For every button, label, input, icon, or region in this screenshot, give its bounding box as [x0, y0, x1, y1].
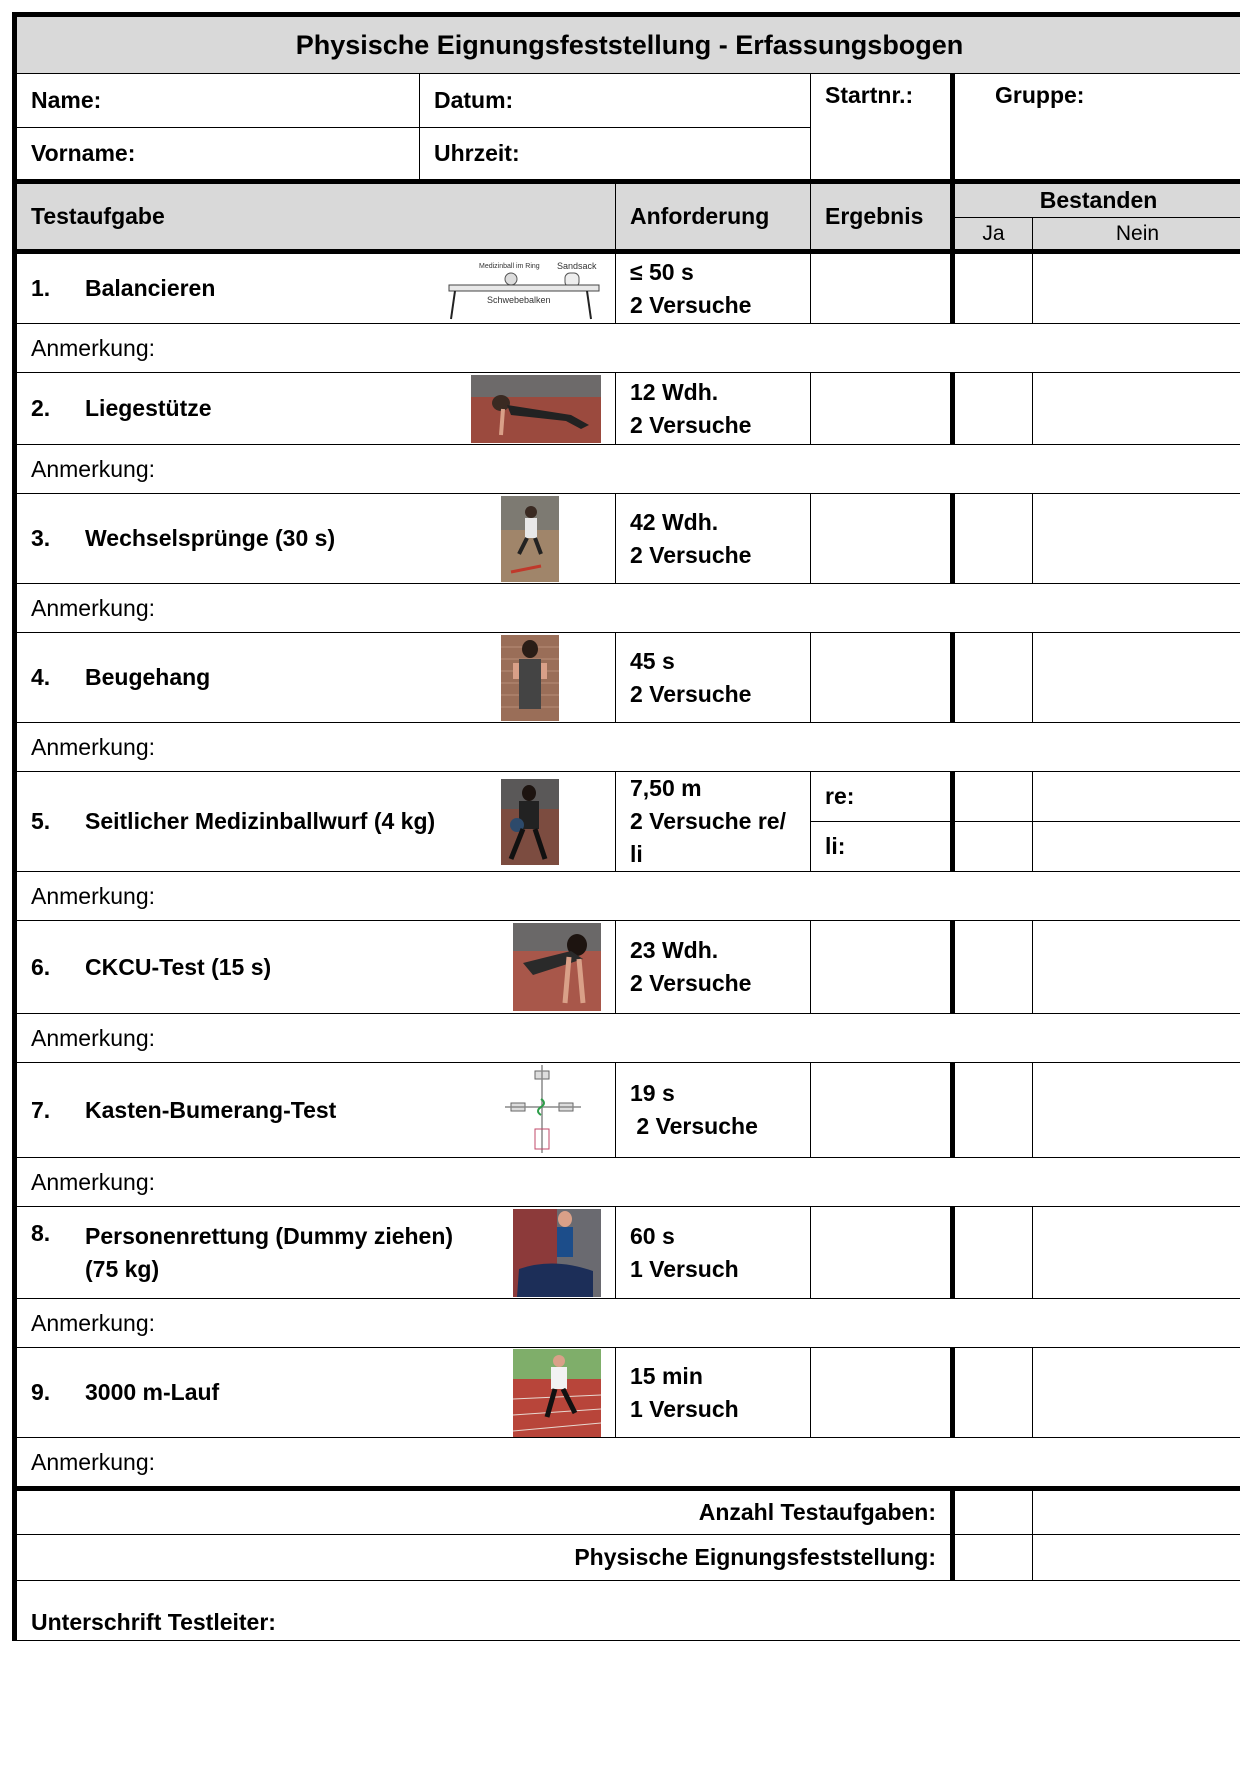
- task-number: 8.: [31, 1219, 51, 1246]
- requirement-cell: 15 min 1 Versuch: [616, 1348, 811, 1438]
- note-row[interactable]: Anmerkung:: [15, 1014, 1240, 1063]
- medicine-ball-photo: [501, 779, 559, 865]
- task-name: Liegestütze: [85, 395, 212, 421]
- dummy-rescue-photo: [513, 1209, 601, 1297]
- passed-no-cell[interactable]: [1033, 1063, 1240, 1158]
- result-cell[interactable]: [811, 1348, 953, 1438]
- task-row: [15, 373, 616, 445]
- result-cell[interactable]: [811, 494, 953, 584]
- result-cell[interactable]: [811, 1207, 953, 1299]
- result-cell[interactable]: [811, 633, 953, 723]
- passed-no-cell[interactable]: [1033, 633, 1240, 723]
- physical-assessment-label: Physische Eignungsfeststellung:: [15, 1535, 953, 1581]
- task-number: 5.: [31, 808, 51, 834]
- task-row: [15, 633, 616, 723]
- first-name-field[interactable]: Vorname:: [15, 128, 420, 182]
- note-row[interactable]: Anmerkung:: [15, 584, 1240, 633]
- task-name: Personenrettung (Dummy ziehen): [85, 1222, 454, 1249]
- requirement-cell: 7,50 m 2 Versuche re/ li: [616, 772, 811, 872]
- group-field[interactable]: Gruppe:: [953, 74, 1240, 182]
- figure-label-medizinball: Medizinball im Ring: [479, 262, 540, 270]
- result-right-cell[interactable]: re:: [811, 772, 953, 822]
- note-row[interactable]: Anmerkung:: [15, 723, 1240, 772]
- passed-no-cell[interactable]: [1033, 1207, 1240, 1299]
- task-name-line2: (75 kg): [85, 1255, 160, 1282]
- task-row: [15, 252, 616, 324]
- result-cell[interactable]: [811, 921, 953, 1014]
- task-number: 3.: [31, 525, 51, 551]
- passed-no-cell[interactable]: [1033, 494, 1240, 584]
- passed-yes-cell[interactable]: [953, 1207, 1033, 1299]
- total-yes-cell[interactable]: [953, 1489, 1033, 1535]
- requirement-cell: 45 s 2 Versuche: [616, 633, 811, 723]
- passed-no-cell[interactable]: [1033, 921, 1240, 1014]
- passed-no-cell[interactable]: [1033, 1348, 1240, 1438]
- requirement-cell: 23 Wdh. 2 Versuche: [616, 921, 811, 1014]
- passed-yes-cell[interactable]: [953, 921, 1033, 1014]
- col-header-ergebnis: Ergebnis: [811, 182, 953, 252]
- task-number: 9.: [31, 1379, 51, 1405]
- assessment-yes-cell[interactable]: [953, 1535, 1033, 1581]
- note-row[interactable]: Anmerkung:: [15, 872, 1240, 921]
- total-tasks-label: Anzahl Testaufgaben:: [15, 1489, 953, 1535]
- balance-beam-figure: [447, 257, 601, 321]
- total-no-cell[interactable]: [1033, 1489, 1240, 1535]
- time-field[interactable]: Uhrzeit:: [420, 128, 811, 182]
- jumping-photo: [501, 496, 559, 582]
- task-row: [15, 1207, 616, 1299]
- ckcu-photo: [513, 923, 601, 1011]
- passed-no-cell[interactable]: [1033, 822, 1240, 872]
- result-cell[interactable]: [811, 252, 953, 324]
- form-title: Physische Eignungsfeststellung - Erfassungsbogen: [15, 15, 1240, 74]
- passed-yes-cell[interactable]: [953, 494, 1033, 584]
- start-number-field[interactable]: Startnr.:: [811, 74, 953, 182]
- task-row: [15, 921, 616, 1014]
- date-field[interactable]: Datum:: [420, 74, 811, 128]
- task-name: Kasten-Bumerang-Test: [85, 1096, 337, 1123]
- task-name: 3000 m-Lauf: [85, 1379, 220, 1405]
- pushup-photo: [471, 375, 601, 443]
- assessment-no-cell[interactable]: [1033, 1535, 1240, 1581]
- task-name: Balancieren: [85, 275, 216, 301]
- passed-yes-cell[interactable]: [953, 1063, 1033, 1158]
- requirement-cell: 42 Wdh. 2 Versuche: [616, 494, 811, 584]
- passed-no-cell[interactable]: [1033, 772, 1240, 822]
- task-number: 6.: [31, 953, 51, 980]
- passed-no-cell[interactable]: [1033, 373, 1240, 445]
- name-field[interactable]: Name:: [15, 74, 420, 128]
- note-row[interactable]: Anmerkung:: [15, 1158, 1240, 1207]
- col-header-bestanden: Bestanden: [953, 182, 1240, 218]
- passed-yes-cell[interactable]: [953, 1348, 1033, 1438]
- result-cell[interactable]: [811, 1063, 953, 1158]
- col-header-ja: Ja: [953, 218, 1033, 252]
- note-row[interactable]: Anmerkung:: [15, 1299, 1240, 1348]
- signature-field[interactable]: Unterschrift Testleiter:: [15, 1581, 1240, 1641]
- col-header-anforderung: Anforderung: [616, 182, 811, 252]
- task-row: [15, 1063, 616, 1158]
- task-number: 2.: [31, 395, 51, 421]
- task-name: Wechselsprünge (30 s): [85, 525, 336, 551]
- result-cell[interactable]: [811, 373, 953, 445]
- task-number: 4.: [31, 664, 51, 690]
- requirement-cell: ≤ 50 s 2 Versuche: [616, 252, 811, 324]
- task-name: Beugehang: [85, 664, 211, 690]
- note-row[interactable]: Anmerkung:: [15, 324, 1240, 373]
- task-number: 7.: [31, 1096, 51, 1123]
- requirement-cell: 19 s 2 Versuche: [616, 1063, 811, 1158]
- task-row: [15, 1348, 616, 1438]
- evaluation-form: [12, 12, 1240, 1641]
- form-table: [12, 12, 1240, 1641]
- task-name: Seitlicher Medizinballwurf (4 kg): [85, 808, 436, 834]
- passed-yes-cell[interactable]: [953, 252, 1033, 324]
- note-row[interactable]: Anmerkung:: [15, 1438, 1240, 1489]
- boomerang-diagram: [501, 1065, 585, 1155]
- passed-yes-cell[interactable]: [953, 373, 1033, 445]
- task-name: CKCU-Test (15 s): [85, 953, 272, 980]
- task-row: [15, 494, 616, 584]
- task-number: 1.: [31, 275, 51, 301]
- task-row: [15, 772, 616, 872]
- result-left-cell[interactable]: li:: [811, 822, 953, 872]
- figure-label-sandsack: Sandsack: [557, 260, 597, 271]
- figure-label-schwebebalken: Schwebebalken: [487, 294, 551, 305]
- hanging-photo: [501, 635, 559, 721]
- note-row[interactable]: Anmerkung:: [15, 445, 1240, 494]
- col-header-nein: Nein: [1033, 218, 1240, 252]
- passed-yes-cell[interactable]: [953, 633, 1033, 723]
- requirement-cell: 12 Wdh. 2 Versuche: [616, 373, 811, 445]
- col-header-testaufgabe: Testaufgabe: [15, 182, 616, 252]
- passed-yes-cell[interactable]: [953, 822, 1033, 872]
- requirement-cell: 60 s 1 Versuch: [616, 1207, 811, 1299]
- passed-no-cell[interactable]: [1033, 252, 1240, 324]
- passed-yes-cell[interactable]: [953, 772, 1033, 822]
- running-photo: [513, 1349, 601, 1437]
